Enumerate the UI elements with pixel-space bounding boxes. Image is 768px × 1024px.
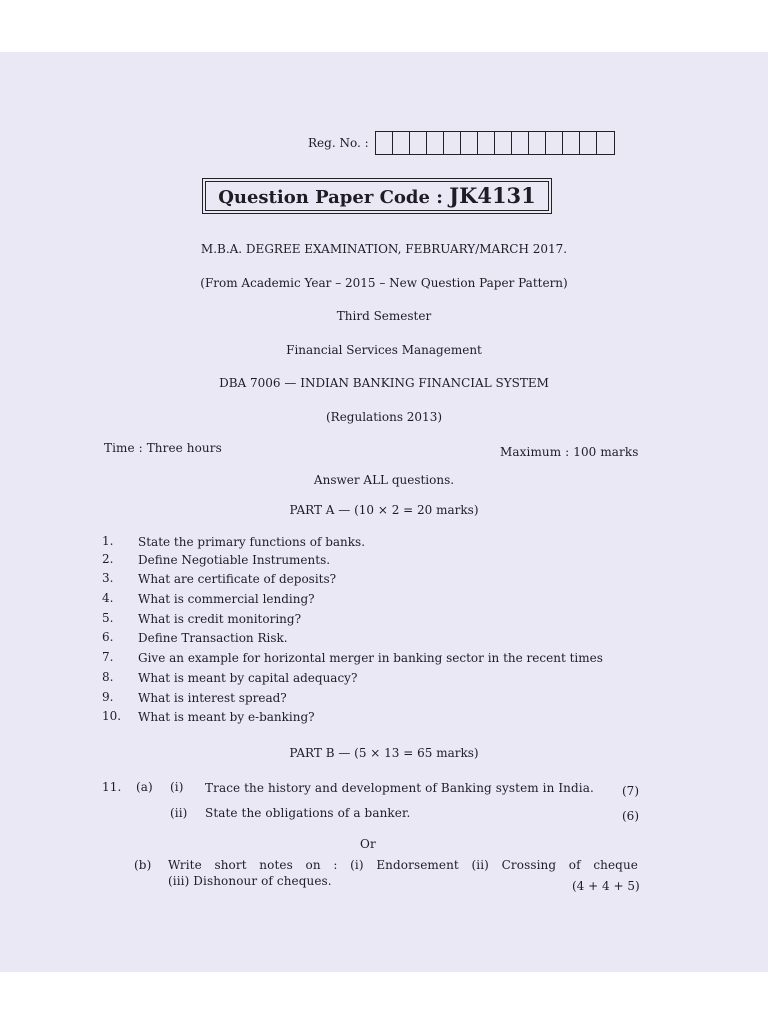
reg-no-digit-box — [563, 132, 580, 154]
part-a-question-number: 8. — [102, 670, 114, 684]
exam-max-marks: Maximum : 100 marks — [500, 445, 639, 459]
part-a-question-number: 2. — [102, 552, 114, 566]
q11-number: 11. — [102, 780, 122, 794]
q11-b-line1: Write short notes on : (i) Endorsement (ii) Crossing of cheque — [168, 858, 638, 872]
q11-a-ii-text: State the obligations of a banker. — [205, 806, 411, 820]
exam-semester: Third Semester — [336, 309, 432, 323]
part-a-question-text: What is interest spread? — [138, 691, 287, 705]
part-a-question-number: 5. — [102, 611, 114, 625]
part-a-question-number: 10. — [102, 709, 122, 723]
exam-instruction: Answer ALL questions. — [313, 473, 455, 487]
exam-pattern: (From Academic Year – 2015 – New Question Paper Pattern) — [200, 276, 568, 290]
q11-or: Or — [360, 837, 376, 851]
reg-no-digit-box — [597, 132, 614, 154]
exam-program: Financial Services Management — [286, 343, 482, 357]
reg-no-digit-box — [512, 132, 529, 154]
reg-no-digit-box — [376, 132, 393, 154]
q11-a-ii-label: (ii) — [170, 806, 188, 820]
reg-no-label: Reg. No. : — [308, 136, 369, 150]
reg-no-boxes — [375, 131, 615, 155]
qp-code-label: Question Paper Code : — [218, 187, 443, 208]
part-b-heading: PART B — (5 × 13 = 65 marks) — [289, 746, 479, 760]
reg-no-digit-box — [546, 132, 563, 154]
reg-no-digit-box — [461, 132, 478, 154]
part-a-question-number: 1. — [102, 534, 114, 548]
reg-no-digit-box — [410, 132, 427, 154]
part-a-question-text: What is commercial lending? — [138, 592, 315, 606]
part-a-question-number: 3. — [102, 571, 114, 585]
q11-b-line2: (iii) Dishonour of cheques. — [168, 874, 332, 888]
reg-no-digit-box — [393, 132, 410, 154]
reg-no-digit-box — [495, 132, 512, 154]
qp-code-value: JK4131 — [449, 183, 536, 208]
exam-time: Time : Three hours — [104, 441, 222, 455]
part-a-question-text: What is credit monitoring? — [138, 612, 302, 626]
reg-no-digit-box — [444, 132, 461, 154]
exam-title: M.B.A. DEGREE EXAMINATION, FEBRUARY/MARCH 2017. — [200, 242, 568, 256]
reg-no-digit-box — [529, 132, 546, 154]
exam-paper-page — [0, 52, 768, 972]
q11-a-ii-marks: (6) — [622, 809, 639, 823]
exam-regulations: (Regulations 2013) — [325, 410, 443, 424]
part-a-question-text: What is meant by e-banking? — [138, 710, 315, 724]
part-a-question-number: 7. — [102, 650, 114, 664]
q11-a-i-text: Trace the history and development of Banking system in India. — [205, 781, 594, 795]
part-a-question-text: What is meant by capital adequacy? — [138, 671, 358, 685]
exam-course: DBA 7006 — INDIAN BANKING FINANCIAL SYSTEM — [219, 376, 549, 390]
q11-b-label: (b) — [134, 858, 152, 872]
reg-no-digit-box — [478, 132, 495, 154]
part-a-question-text: Define Transaction Risk. — [138, 631, 288, 645]
q11-a-i-label: (i) — [170, 780, 184, 794]
reg-no-digit-box — [580, 132, 597, 154]
part-a-question-text: State the primary functions of banks. — [138, 535, 366, 549]
q11-a-label: (a) — [136, 780, 153, 794]
question-paper-code-box — [205, 181, 549, 211]
part-a-question-text: Give an example for horizontal merger in banking sector in the recent times — [138, 651, 603, 665]
part-a-heading: PART A — (10 × 2 = 20 marks) — [289, 503, 479, 517]
q11-a-i-marks: (7) — [622, 784, 639, 798]
reg-no-digit-box — [427, 132, 444, 154]
reg-no-field — [308, 131, 615, 155]
part-a-question-text: Define Negotiable Instruments. — [138, 553, 331, 567]
part-a-question-number: 6. — [102, 630, 114, 644]
q11-b-marks: (4 + 4 + 5) — [572, 879, 640, 893]
part-a-question-number: 9. — [102, 690, 114, 704]
part-a-question-text: What are certificate of deposits? — [138, 572, 337, 586]
part-a-question-number: 4. — [102, 591, 114, 605]
